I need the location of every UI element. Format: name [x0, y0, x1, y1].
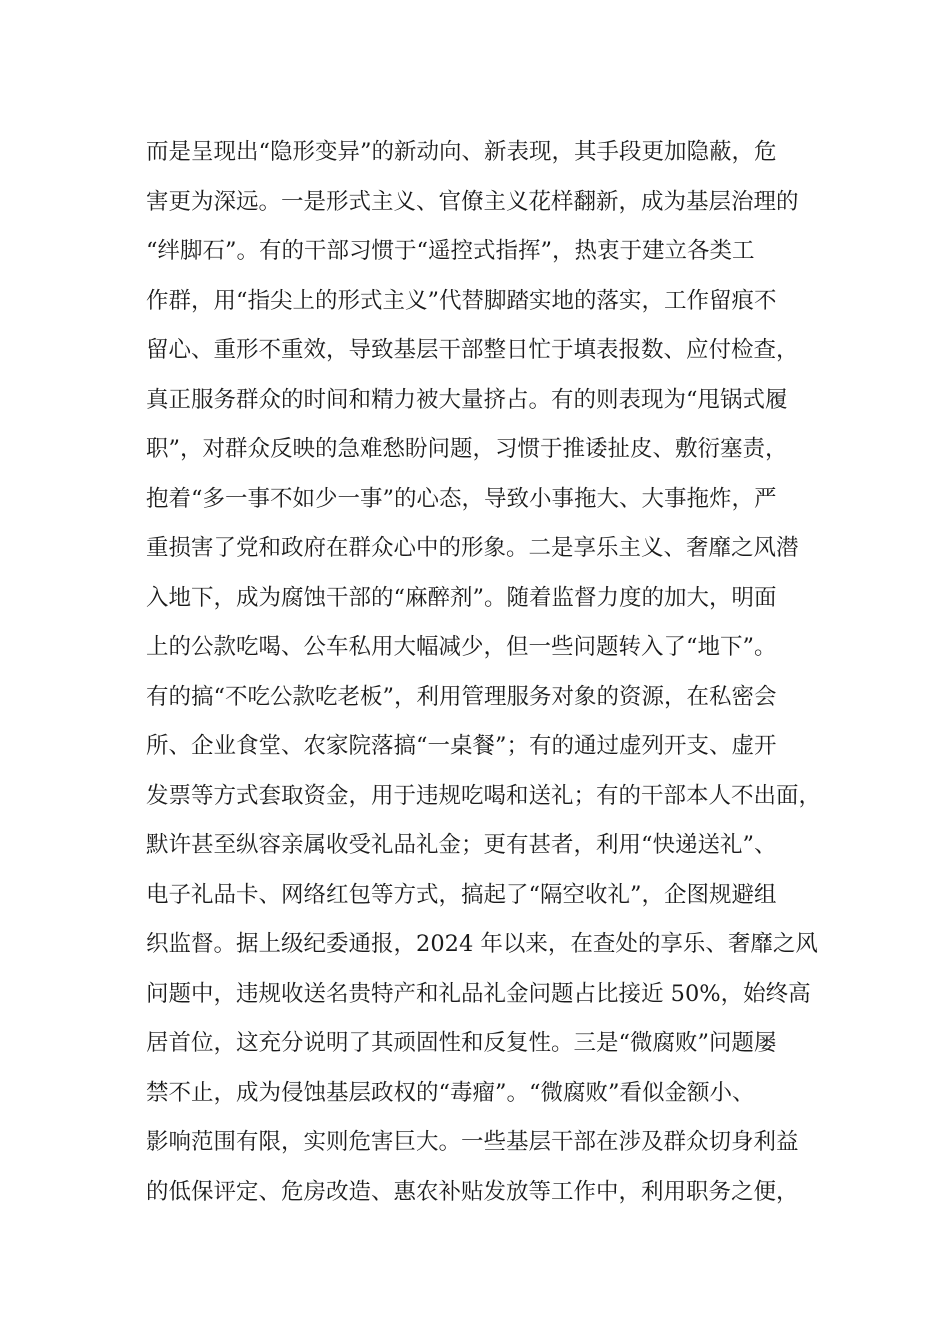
text-line: 影响范围有限，实则危害巨大。一些基层干部在涉及群众切身利益: [146, 1129, 799, 1155]
text-line: 有的搞“不吃公款吃老板”，利用管理服务对象的资源，在私密会: [146, 683, 777, 710]
text-line: 作群，用“指尖上的形式主义”代替脚踏实地的落实，工作留痕不: [146, 287, 777, 314]
text-line: 职”，对群众反映的急难愁盼问题，习惯于推诿扯皮、敷衍塞责，: [146, 436, 788, 462]
text-line: 发票等方式套取资金，用于违规吃喝和送礼；有的干部本人不出面，: [146, 782, 822, 809]
text-line: 重损害了党和政府在群众心中的形象。二是享乐主义、奢靡之风潜: [146, 535, 799, 561]
text-line: 真正服务群众的时间和精力被大量挤占。有的则表现为“甩锅式履: [146, 386, 788, 413]
text-line: “绊脚石”。有的干部习惯于“遥控式指挥”，热衷于建立各类工: [146, 238, 755, 264]
text-line: 居首位，这充分说明了其顽固性和反复性。三是“微腐败”问题屡: [146, 1030, 777, 1056]
text-line: 害更为深远。一是形式主义、官僚主义花样翻新，成为基层治理的: [146, 188, 799, 215]
text-line: 默许甚至纵容亲属收受礼品礼金；更有甚者，利用“快递送礼”、: [146, 832, 777, 858]
body-text: [146, 128, 836, 1217]
text-line: 抱着“多一事不如少一事”的心态，导致小事拖大、大事拖炸，严: [146, 485, 777, 512]
text-line: 所、企业食堂、农家院落搞“一桌餐”；有的通过虚列开支、虚开: [146, 733, 777, 759]
text-line: 电子礼品卡、网络红包等方式，搞起了“隔空收礼”，企图规避组: [146, 881, 777, 908]
text-line: 而是呈现出“隐形变异”的新动向、新表现，其手段更加隐蔽，危: [146, 139, 777, 165]
text-line: 禁不止，成为侵蚀基层政权的“毒瘤”。“微腐败”看似金额小、: [146, 1079, 755, 1106]
text-line: 留心、重形不重效，导致基层干部整日忙于填表报数、应付检查，: [146, 337, 799, 363]
text-line: 问题中，违规收送名贵特产和礼品礼金问题占比接近 50%，始终高: [146, 980, 811, 1007]
text-line: 织监督。据上级纪委通报，2024 年以来，在查处的享乐、奢靡之风: [146, 931, 818, 957]
text-line: 入地下，成为腐蚀干部的“麻醉剂”。随着监督力度的加大，明面: [146, 584, 777, 611]
text-line: 上的公款吃喝、公车私用大幅减少，但一些问题转入了“地下”。: [146, 634, 777, 660]
text-line: 的低保评定、危房改造、惠农补贴发放等工作中，利用职务之便，: [146, 1178, 799, 1205]
